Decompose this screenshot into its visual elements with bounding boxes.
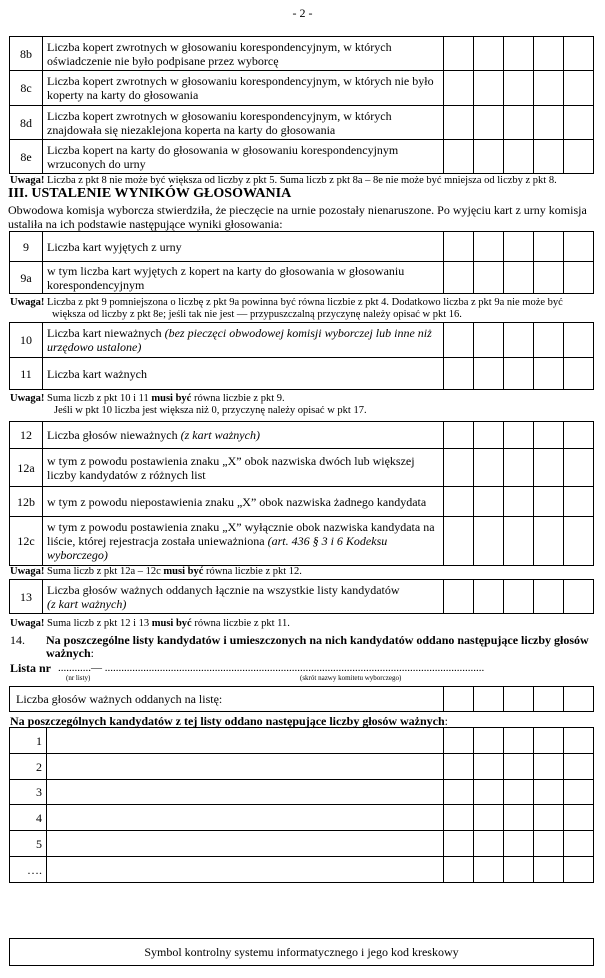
digit-box[interactable] bbox=[564, 37, 594, 71]
note-bold: musi być bbox=[151, 393, 192, 404]
digit-box[interactable] bbox=[564, 140, 594, 174]
digit-box[interactable] bbox=[444, 780, 474, 805]
table-row bbox=[10, 140, 594, 174]
row-number: 9a bbox=[10, 262, 43, 294]
digit-box[interactable] bbox=[444, 580, 474, 614]
note-9-line2: większa od liczby z pkt 8e; jeśli tak nie jest — przypuszczalną przyczynę należy opisać w pkt 16. bbox=[52, 309, 462, 320]
digit-box[interactable] bbox=[474, 71, 504, 106]
digit-box[interactable] bbox=[474, 323, 504, 358]
digit-box[interactable] bbox=[504, 449, 534, 487]
candidate-name-cell[interactable] bbox=[47, 728, 444, 754]
digit-box[interactable] bbox=[504, 728, 534, 754]
digit-box[interactable] bbox=[534, 780, 564, 805]
digit-box[interactable] bbox=[444, 262, 474, 294]
note-text: Suma liczb z pkt 12a – 12c bbox=[44, 566, 164, 577]
digit-box[interactable] bbox=[504, 323, 534, 358]
table-row bbox=[10, 728, 594, 754]
note-bold: musi być bbox=[151, 618, 192, 629]
digit-box[interactable] bbox=[474, 831, 504, 857]
page-number: - 2 - bbox=[292, 6, 313, 20]
digit-box[interactable] bbox=[564, 422, 594, 449]
note-text: Suma liczb z pkt 12 i 13 bbox=[44, 618, 152, 629]
digit-box[interactable] bbox=[564, 728, 594, 754]
candidate-name-cell[interactable] bbox=[47, 857, 444, 883]
table-row bbox=[10, 517, 594, 566]
label-italic: (z kart ważnych) bbox=[180, 428, 260, 442]
label-text: Liczba głosów nieważnych bbox=[47, 428, 181, 442]
row-label: Liczba kopert zwrotnych w głosowaniu korespondencyjnym, w których nie było koperty na karty do głosowania bbox=[43, 71, 444, 106]
label-italic: (z kart ważnych) bbox=[47, 596, 127, 611]
table-row bbox=[10, 422, 594, 449]
candidates-heading-text: Na poszczególnych kandydatów z tej listy oddano następujące liczby głosów ważnych bbox=[10, 714, 445, 728]
row-label bbox=[43, 323, 444, 358]
label-text: w tym z powodu postawienia znaku „X” wyłącznie obok nazwiska kandydata na liście, której rejestracja została unieważniona bbox=[47, 520, 435, 548]
note-uwaga: Uwaga! bbox=[10, 566, 45, 577]
table-row bbox=[10, 780, 594, 805]
digit-box[interactable] bbox=[474, 140, 504, 174]
note-uwaga: Uwaga! bbox=[10, 297, 45, 308]
digit-box[interactable] bbox=[564, 580, 594, 614]
digit-box[interactable] bbox=[474, 580, 504, 614]
digit-box[interactable] bbox=[564, 517, 594, 566]
digit-box[interactable] bbox=[504, 580, 534, 614]
row-number: 8b bbox=[10, 37, 43, 71]
digit-box[interactable] bbox=[504, 262, 534, 294]
digit-box[interactable] bbox=[474, 106, 504, 140]
digit-box[interactable] bbox=[504, 232, 534, 262]
candidate-number: …. bbox=[10, 857, 47, 883]
digit-box[interactable] bbox=[534, 728, 564, 754]
digit-box[interactable] bbox=[474, 422, 504, 449]
digit-box[interactable] bbox=[564, 857, 594, 883]
digit-box[interactable] bbox=[504, 517, 534, 566]
table-row bbox=[10, 831, 594, 857]
item14-line2 bbox=[46, 646, 94, 660]
label-text: Liczba głosów ważnych oddanych łącznie na wszystkie listy kandydatów bbox=[47, 582, 400, 597]
digit-box[interactable] bbox=[534, 754, 564, 780]
row-number: 12c bbox=[10, 517, 43, 566]
item14-number: 14. bbox=[10, 633, 25, 647]
digit-box[interactable] bbox=[444, 422, 474, 449]
digit-box[interactable] bbox=[564, 805, 594, 831]
note-bold: musi być bbox=[163, 566, 204, 577]
item14-line1: Na poszczególne listy kandydatów i umieszczonych na nich kandydatów oddano następujące liczby głosów bbox=[46, 633, 589, 647]
digit-box[interactable] bbox=[444, 517, 474, 566]
digit-box[interactable] bbox=[534, 323, 564, 358]
row-label: Liczba kopert zwrotnych w głosowaniu korespondencyjnym, w których znajdowała się niezaklejona koperta na karty do głosowania bbox=[43, 106, 444, 140]
digit-box[interactable] bbox=[534, 37, 564, 71]
note-9 bbox=[10, 297, 563, 309]
row-label bbox=[43, 422, 444, 449]
row-number: 12 bbox=[10, 422, 43, 449]
table-8 bbox=[9, 36, 594, 174]
digit-box[interactable] bbox=[444, 687, 474, 712]
digit-box[interactable] bbox=[444, 857, 474, 883]
row-number: 8e bbox=[10, 140, 43, 174]
row-number: 12a bbox=[10, 449, 43, 487]
section-title: III. USTALENIE WYNIKÓW GŁOSOWANIA bbox=[8, 186, 292, 201]
digit-box[interactable] bbox=[474, 487, 504, 517]
digit-box[interactable] bbox=[444, 358, 474, 390]
row-number: 11 bbox=[10, 358, 43, 390]
digit-box[interactable] bbox=[564, 754, 594, 780]
digit-box[interactable] bbox=[564, 780, 594, 805]
table-row bbox=[10, 71, 594, 106]
row-label: Liczba kart ważnych bbox=[43, 358, 444, 390]
note-text: Suma liczb z pkt 10 i 11 bbox=[44, 393, 152, 404]
digit-box[interactable] bbox=[444, 37, 474, 71]
digit-box[interactable] bbox=[564, 323, 594, 358]
digit-box[interactable] bbox=[504, 37, 534, 71]
digit-box[interactable] bbox=[504, 106, 534, 140]
table-row bbox=[10, 232, 594, 262]
lista-label: Lista nr bbox=[10, 661, 52, 675]
table-13 bbox=[9, 579, 594, 614]
digit-box[interactable] bbox=[474, 805, 504, 831]
note-text: równa liczbie z pkt 12. bbox=[203, 566, 302, 577]
digit-box[interactable] bbox=[474, 728, 504, 754]
candidate-number: 2 bbox=[10, 754, 47, 780]
digit-box[interactable] bbox=[444, 805, 474, 831]
digit-box[interactable] bbox=[564, 687, 594, 712]
digit-box[interactable] bbox=[474, 262, 504, 294]
table-row bbox=[10, 449, 594, 487]
barcode-label: Symbol kontrolny systemu informatycznego i jego kod kreskowy bbox=[144, 945, 459, 959]
note-uwaga: Uwaga! bbox=[10, 175, 45, 186]
list-votes-table bbox=[9, 686, 594, 712]
row-label: Liczba kart wyjętych z urny bbox=[43, 232, 444, 262]
row-label: Liczba kopert na karty do głosowania w głosowaniu korespondencyjnym wrzuconych do urny bbox=[43, 140, 444, 174]
lista-dots[interactable]: ............— .......................................................................................................................................... bbox=[58, 662, 485, 674]
candidates-colon: : bbox=[444, 714, 449, 728]
lista-nr-caption: (nr listy) bbox=[66, 674, 91, 682]
note-13 bbox=[10, 618, 290, 630]
row-number: 12b bbox=[10, 487, 43, 517]
table-9 bbox=[9, 231, 594, 294]
digit-box[interactable] bbox=[504, 487, 534, 517]
row-number: 8d bbox=[10, 106, 43, 140]
note-10 bbox=[10, 393, 285, 405]
row-number: 9 bbox=[10, 232, 43, 262]
table-row bbox=[10, 805, 594, 831]
candidate-number: 5 bbox=[10, 831, 47, 857]
row-label: Liczba kopert zwrotnych w głosowaniu korespondencyjnym, w których oświadczenie nie było podpisane przez wyborcę bbox=[43, 37, 444, 71]
table-row bbox=[10, 262, 594, 294]
digit-box[interactable] bbox=[564, 262, 594, 294]
candidate-number: 1 bbox=[10, 728, 47, 754]
digit-box[interactable] bbox=[444, 106, 474, 140]
row-number: 13 bbox=[10, 580, 43, 614]
barcode-box bbox=[9, 938, 594, 966]
digit-box[interactable] bbox=[504, 857, 534, 883]
note-10-line2: Jeśli w pkt 10 liczba jest większa niż 0, przyczynę należy opisać w pkt 17. bbox=[54, 405, 367, 416]
section-intro-line2: ustaliła na ich podstawie następujące wyniki głosowania: bbox=[8, 217, 283, 231]
digit-box[interactable] bbox=[534, 449, 564, 487]
digit-box[interactable] bbox=[444, 140, 474, 174]
candidates-heading bbox=[10, 714, 448, 728]
digit-box[interactable] bbox=[534, 140, 564, 174]
digit-box[interactable] bbox=[504, 831, 534, 857]
digit-box[interactable] bbox=[534, 262, 564, 294]
digit-box[interactable] bbox=[474, 780, 504, 805]
candidate-number: 3 bbox=[10, 780, 47, 805]
item14-colon: : bbox=[90, 646, 95, 660]
digit-box[interactable] bbox=[504, 754, 534, 780]
digit-box[interactable] bbox=[534, 71, 564, 106]
digit-box[interactable] bbox=[534, 831, 564, 857]
digit-box[interactable] bbox=[444, 232, 474, 262]
table-row bbox=[10, 857, 594, 883]
digit-box[interactable] bbox=[534, 487, 564, 517]
note-text: równa liczbie z pkt 9. bbox=[191, 393, 285, 404]
digit-box[interactable] bbox=[534, 422, 564, 449]
digit-box[interactable] bbox=[474, 517, 504, 566]
digit-box[interactable] bbox=[564, 232, 594, 262]
note-uwaga: Uwaga! bbox=[10, 393, 45, 404]
digit-box[interactable] bbox=[474, 232, 504, 262]
list-votes-label: Liczba głosów ważnych oddanych na listę: bbox=[10, 687, 444, 712]
label-italic: (art. 436 § 3 i 6 Kodeksu wyborczego) bbox=[47, 534, 388, 562]
table-10 bbox=[9, 322, 594, 390]
table-row bbox=[10, 37, 594, 71]
candidate-name-cell[interactable] bbox=[47, 754, 444, 780]
candidate-name-cell[interactable] bbox=[47, 780, 444, 805]
digit-box[interactable] bbox=[504, 140, 534, 174]
digit-box[interactable] bbox=[564, 487, 594, 517]
digit-box[interactable] bbox=[504, 687, 534, 712]
digit-box[interactable] bbox=[444, 323, 474, 358]
table-row bbox=[10, 687, 594, 712]
note-text: Liczba z pkt 9 pomniejszona o liczbę z pkt 9a powinna być równa liczbie z pkt 4. Dodatkowo liczba z pkt 9a nie może być bbox=[44, 297, 563, 308]
digit-box[interactable] bbox=[474, 37, 504, 71]
row-label: w tym z powodu niepostawienia znaku „X” obok nazwiska żadnego kandydata bbox=[43, 487, 444, 517]
label-italic: (bez pieczęci obwodowej komisji wyborczej lub inne niż urzędowo ustalone) bbox=[47, 326, 432, 354]
digit-box[interactable] bbox=[534, 805, 564, 831]
lista-name-caption: (skrót nazwy komitetu wyborczego) bbox=[300, 674, 402, 682]
table-12 bbox=[9, 421, 594, 566]
row-label: w tym z powodu postawienia znaku „X” obok nazwiska dwóch lub większej liczby kandydatów z różnych list bbox=[43, 449, 444, 487]
label-text: Liczba kart nieważnych bbox=[47, 326, 165, 340]
digit-box[interactable] bbox=[534, 687, 564, 712]
row-number: 8c bbox=[10, 71, 43, 106]
digit-box[interactable] bbox=[534, 358, 564, 390]
digit-box[interactable] bbox=[504, 805, 534, 831]
digit-box[interactable] bbox=[474, 754, 504, 780]
digit-box[interactable] bbox=[534, 857, 564, 883]
candidates-table bbox=[9, 727, 594, 883]
row-label bbox=[43, 580, 444, 614]
candidate-number: 4 bbox=[10, 805, 47, 831]
note-uwaga: Uwaga! bbox=[10, 618, 45, 629]
digit-box[interactable] bbox=[474, 857, 504, 883]
digit-box[interactable] bbox=[564, 71, 594, 106]
section-intro-line1: Obwodowa komisja wyborcza stwierdziła, że pieczęcie na urnie pozostały nienaruszone. Po wyjęciu kart z urny komisja bbox=[8, 203, 587, 217]
digit-box[interactable] bbox=[474, 449, 504, 487]
digit-box[interactable] bbox=[474, 358, 504, 390]
digit-box[interactable] bbox=[564, 449, 594, 487]
table-row bbox=[10, 106, 594, 140]
row-label: w tym liczba kart wyjętych z kopert na karty do głosowania w głosowaniu korespondencyjnym bbox=[43, 262, 444, 294]
table-row bbox=[10, 487, 594, 517]
digit-box[interactable] bbox=[534, 517, 564, 566]
digit-box[interactable] bbox=[444, 487, 474, 517]
digit-box[interactable] bbox=[504, 71, 534, 106]
item14-line2-text: ważnych bbox=[46, 646, 91, 660]
digit-box[interactable] bbox=[534, 580, 564, 614]
digit-box[interactable] bbox=[564, 106, 594, 140]
digit-box[interactable] bbox=[504, 358, 534, 390]
digit-box[interactable] bbox=[564, 358, 594, 390]
digit-box[interactable] bbox=[444, 831, 474, 857]
row-number: 10 bbox=[10, 323, 43, 358]
table-row bbox=[10, 323, 594, 358]
table-row bbox=[10, 580, 594, 614]
digit-box[interactable] bbox=[534, 232, 564, 262]
candidate-name-cell[interactable] bbox=[47, 831, 444, 857]
digit-box[interactable] bbox=[444, 71, 474, 106]
digit-box[interactable] bbox=[444, 754, 474, 780]
note-12 bbox=[10, 566, 302, 578]
note-text: Liczba z pkt 8 nie może być większa od liczby z pkt 5. Suma liczb z pkt 8a – 8e nie może być mniejsza od liczby z pkt 8. bbox=[44, 175, 557, 186]
digit-box[interactable] bbox=[444, 728, 474, 754]
digit-box[interactable] bbox=[504, 780, 534, 805]
digit-box[interactable] bbox=[474, 687, 504, 712]
row-label bbox=[43, 517, 444, 566]
table-row bbox=[10, 358, 594, 390]
digit-box[interactable] bbox=[534, 106, 564, 140]
table-row bbox=[10, 754, 594, 780]
note-text: równa liczbie z pkt 11. bbox=[191, 618, 290, 629]
digit-box[interactable] bbox=[444, 449, 474, 487]
digit-box[interactable] bbox=[564, 831, 594, 857]
digit-box[interactable] bbox=[504, 422, 534, 449]
candidate-name-cell[interactable] bbox=[47, 805, 444, 831]
